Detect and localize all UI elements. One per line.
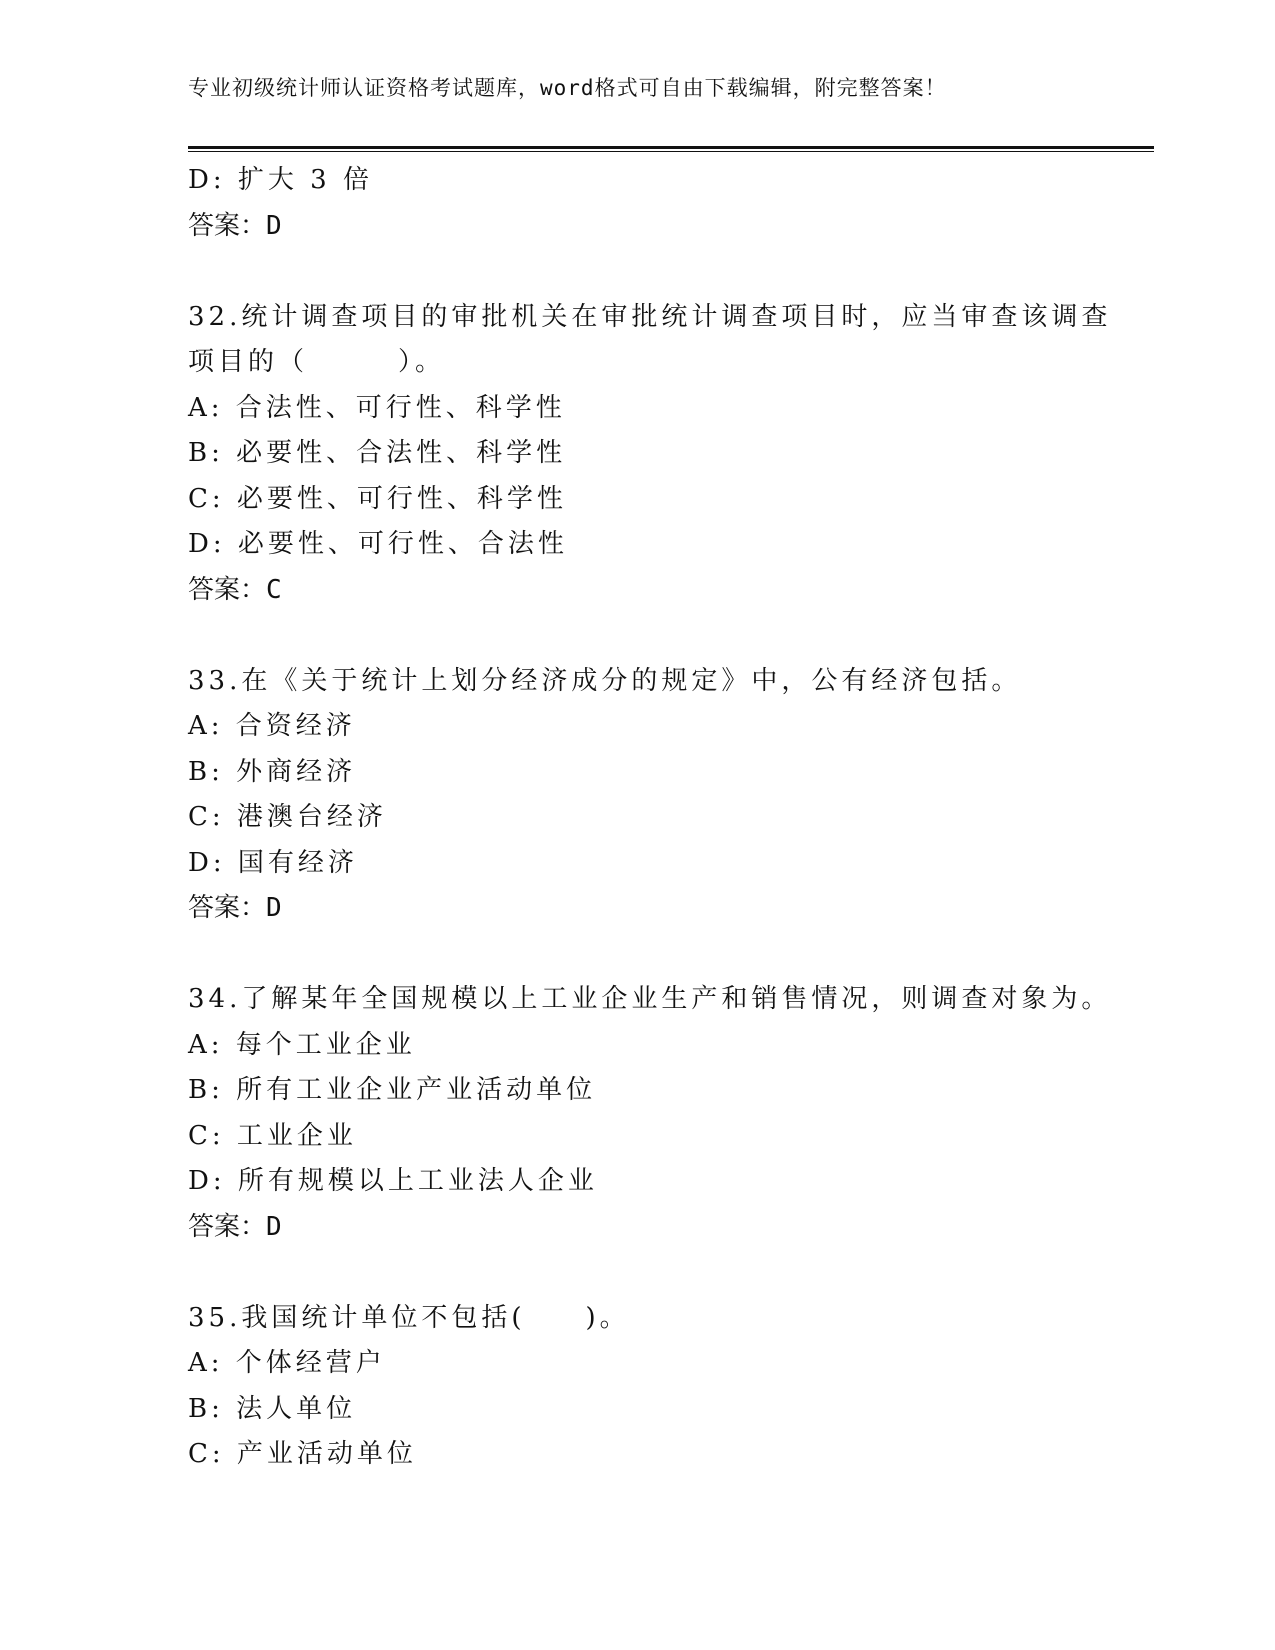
answer-line (188, 886, 1148, 932)
option-d: D: 必要性、可行性、合法性 (188, 529, 568, 559)
answer-line (188, 568, 1148, 614)
spacer (188, 249, 1148, 295)
question-block (188, 659, 1148, 932)
answer-line (188, 1205, 1148, 1251)
option-c: C: 港澳台经济 (188, 802, 387, 832)
spacer (188, 613, 1148, 659)
answer-label: 答案： (188, 1211, 267, 1242)
answer-value: D (266, 210, 282, 241)
answer-label: 答案： (188, 574, 267, 605)
option-a: A: 每个工业企业 (188, 1029, 416, 1060)
option-b: B: 外商经济 (188, 756, 357, 787)
question-list (188, 158, 1148, 1478)
option-b: B: 法人单位 (188, 1393, 357, 1424)
spacer (188, 932, 1148, 978)
answer-label: 答案： (188, 893, 267, 923)
option-c: C: 产业活动单位 (188, 1439, 417, 1469)
question-stem: 项目的（ ）。 (188, 347, 446, 377)
option-b: B: 必要性、合法性、科学性 (188, 438, 567, 468)
option-c: C: 必要性、可行性、科学性 (188, 483, 567, 514)
header-rule-thin (188, 151, 1154, 152)
question-stem: 34.了解某年全国规模以上工业企业生产和销售情况，则调查对象为。 (188, 984, 1112, 1014)
option-a: A: 合资经济 (188, 711, 356, 741)
question-stem: 35.我国统计单位不包括( )。 (188, 1302, 630, 1333)
option-c: C: 工业企业 (188, 1120, 357, 1151)
option-d: D: 国有经济 (188, 847, 358, 878)
answer-value: D (266, 893, 282, 923)
option-a: A: 个体经营户 (188, 1348, 386, 1378)
question-block (188, 295, 1148, 614)
answer-value: D (266, 1211, 282, 1242)
option-d: D: 所有规模以上工业法人企业 (188, 1166, 598, 1196)
question-stem: 32.统计调查项目的审批机关在审批统计调查项目时，应当审查该调查 (188, 301, 1112, 332)
option-b: B: 所有工业企业产业活动单位 (188, 1075, 597, 1105)
answer-value: C (266, 574, 282, 605)
option-a: A: 合法性、可行性、科学性 (188, 392, 566, 423)
option-d: D: 扩大 3 倍 (188, 165, 373, 195)
answer-label: 答案： (188, 210, 267, 241)
question-block (188, 977, 1148, 1250)
header-rule-thick (188, 146, 1154, 149)
spacer (188, 1250, 1148, 1296)
answer-line (188, 204, 1148, 250)
question-block (188, 1296, 1148, 1478)
page-header: 专业初级统计师认证资格考试题库，word格式可自由下载编辑，附完整答案！ (188, 76, 947, 100)
question-stem: 33.在《关于统计上划分经济成分的规定》中，公有经济包括。 (188, 665, 1022, 696)
